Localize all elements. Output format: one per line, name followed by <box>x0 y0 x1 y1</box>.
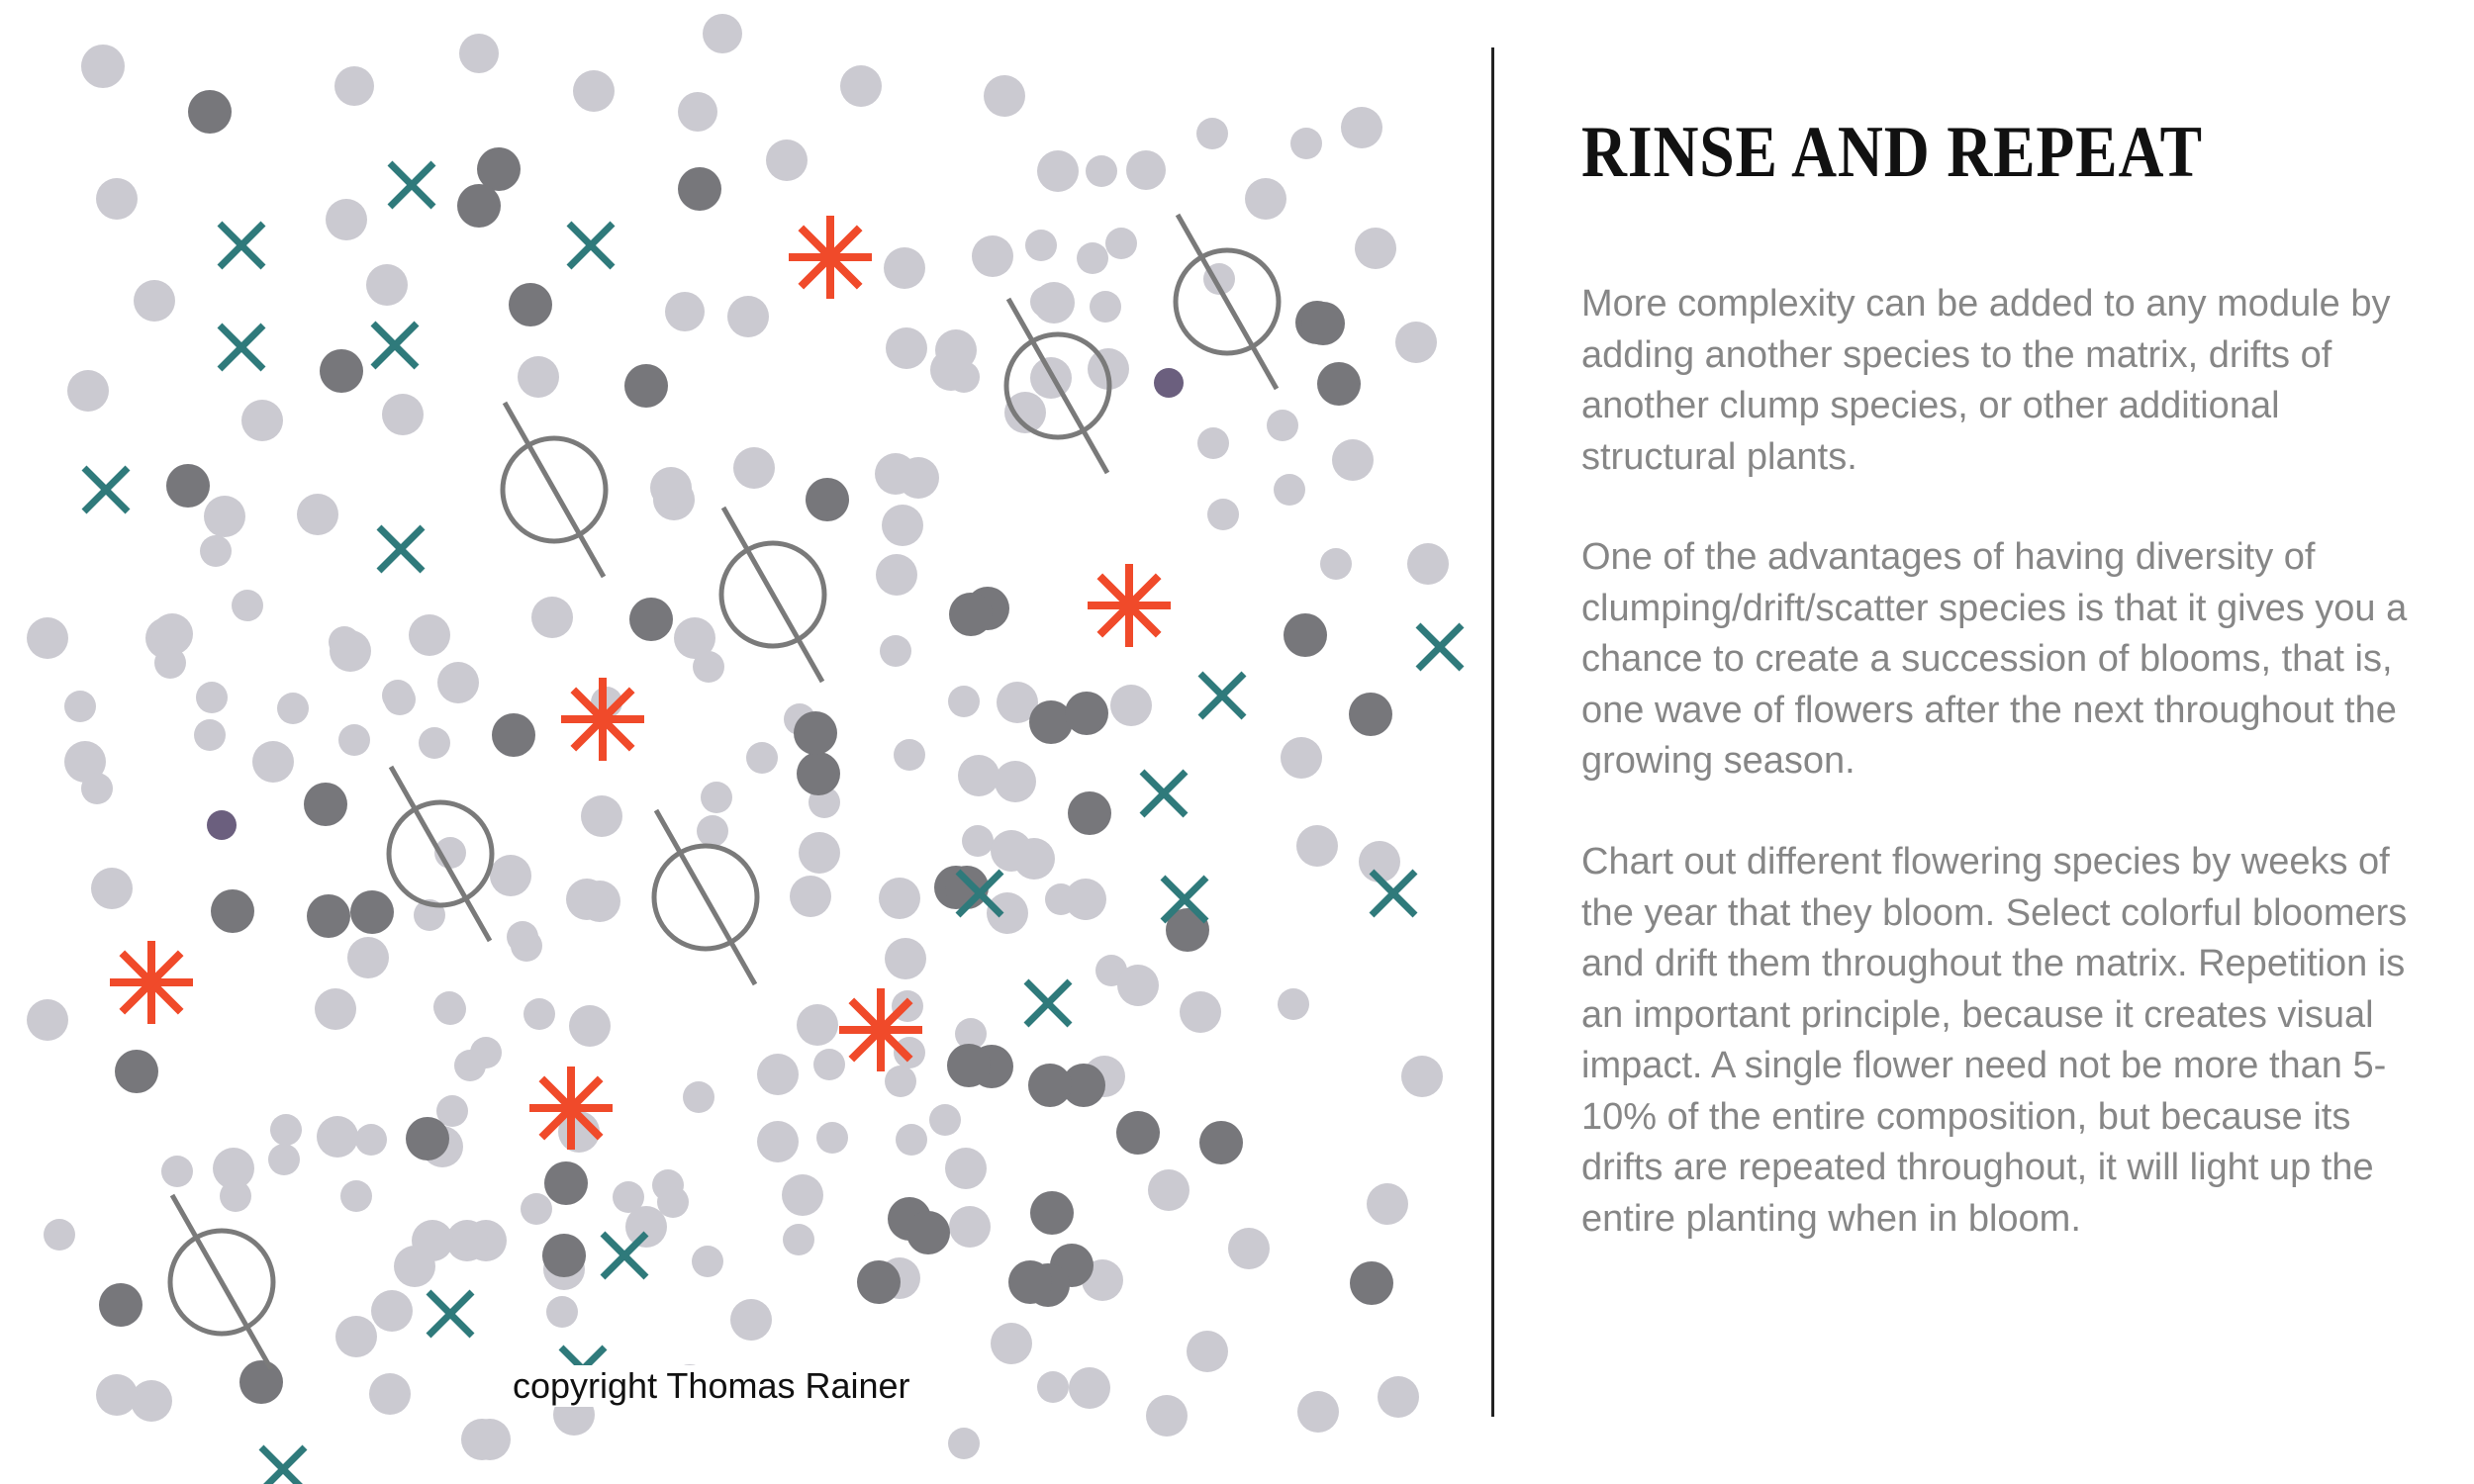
matrix-dot <box>678 92 717 132</box>
matrix-dot <box>783 1224 814 1255</box>
clump-dot <box>1116 1111 1160 1155</box>
clump-dot <box>806 478 849 521</box>
matrix-dot <box>569 1005 611 1047</box>
matrix-dot <box>1274 474 1305 506</box>
bloom-asterisk <box>789 216 872 299</box>
clump-dot <box>166 464 210 508</box>
matrix-dot <box>962 825 994 857</box>
matrix-dot <box>507 921 538 953</box>
matrix-dot <box>757 1121 799 1162</box>
matrix-dot <box>338 724 370 756</box>
drift-x-mark <box>1372 872 1415 915</box>
matrix-dot <box>1117 965 1159 1006</box>
matrix-dot <box>154 647 186 679</box>
drift-x-mark <box>220 325 263 369</box>
clump-dot <box>1008 1260 1052 1304</box>
matrix-dot <box>241 400 283 441</box>
matrix-dot <box>67 370 109 412</box>
bloom-asterisk <box>561 678 644 761</box>
matrix-dot <box>1180 991 1221 1033</box>
clump-dot <box>624 364 668 408</box>
clump-dot <box>320 349 363 393</box>
clump-dot <box>115 1050 158 1093</box>
matrix-dot <box>369 1373 411 1415</box>
drift-x-mark <box>390 163 433 207</box>
drift-x-mark <box>428 1292 472 1336</box>
matrix-dot <box>419 727 450 759</box>
matrix-dot <box>518 356 559 398</box>
clump-dot <box>1065 692 1108 735</box>
matrix-dot <box>875 453 916 495</box>
matrix-dot <box>347 937 389 978</box>
matrix-dot <box>790 876 831 917</box>
clump-dot <box>1199 1121 1243 1164</box>
clump-dot <box>1349 693 1392 736</box>
matrix-dot <box>1033 282 1075 324</box>
body-paragraph-3: Chart out different flowering species by weeks of the year that they bloom. Select colorful bloomers and drift them throughout the matrix. Repetition is an important principle, because it creates visual impact. A single flower need not be more than 5-10% of the entire composition, but because its drifts are repeated throughout, it will light up the entire planting when in bloom. <box>1581 841 2408 1240</box>
matrix-dot <box>799 832 840 874</box>
matrix-dot <box>945 1148 987 1189</box>
clump-dot <box>629 598 673 641</box>
matrix-dot <box>409 614 450 656</box>
matrix-dot <box>929 1104 961 1136</box>
matrix-dot <box>797 1004 838 1046</box>
matrix-dot <box>1395 322 1437 363</box>
matrix-dot <box>27 999 68 1041</box>
matrix-dot <box>958 755 999 796</box>
matrix-dot <box>277 693 309 724</box>
clump-dot <box>99 1283 143 1327</box>
matrix-dot <box>1126 150 1166 190</box>
bloom-asterisk <box>529 1067 613 1150</box>
matrix-dot <box>96 178 138 220</box>
matrix-dot <box>1025 230 1057 261</box>
clump-dot <box>239 1360 283 1404</box>
drift-x-mark <box>1418 625 1462 669</box>
clump-dot <box>307 894 350 938</box>
bloom-asterisk <box>839 988 922 1071</box>
matrix-dot <box>697 815 728 847</box>
matrix-dot <box>382 394 424 435</box>
clump-dot <box>1317 362 1361 406</box>
matrix-dot <box>27 617 68 659</box>
matrix-dot <box>984 75 1025 117</box>
clump-dot <box>509 283 552 326</box>
copyright-text: copyright Thomas Rainer <box>509 1365 914 1407</box>
matrix-dot <box>1320 548 1352 580</box>
matrix-dot <box>581 795 622 837</box>
matrix-dot <box>972 235 1013 277</box>
matrix-dot <box>461 1419 503 1460</box>
matrix-dot <box>1146 1395 1188 1437</box>
matrix-dot <box>1341 107 1382 148</box>
matrix-dot <box>437 662 479 703</box>
matrix-dot <box>613 1181 644 1213</box>
matrix-dot <box>948 1428 980 1459</box>
matrix-dot <box>657 1186 689 1218</box>
matrix-dot <box>64 691 96 722</box>
matrix-dot <box>459 34 499 73</box>
matrix-dot <box>1207 499 1239 530</box>
matrix-dot <box>880 635 911 667</box>
matrix-dot <box>1148 1169 1189 1211</box>
matrix-dot <box>1278 988 1309 1020</box>
matrix-dot <box>96 1374 138 1416</box>
matrix-dot <box>1297 1391 1339 1433</box>
drift-x-mark <box>603 1234 646 1277</box>
drift-x-mark <box>569 224 613 267</box>
matrix-dot <box>991 1323 1032 1364</box>
matrix-dot <box>232 590 263 621</box>
matrix-dot <box>521 1193 552 1225</box>
matrix-dot <box>1105 228 1137 259</box>
matrix-dot <box>335 1316 377 1357</box>
scatter-dot <box>1154 368 1184 398</box>
drift-x-mark <box>373 324 417 367</box>
matrix-dot <box>412 1220 453 1261</box>
matrix-dot <box>433 991 465 1023</box>
matrix-dot <box>886 327 927 369</box>
clump-dot <box>544 1161 588 1205</box>
matrix-dot <box>1245 178 1286 220</box>
structural-plant-symbol <box>503 403 606 577</box>
matrix-dot <box>885 1066 916 1097</box>
clump-dot <box>1284 613 1327 657</box>
drift-x-mark <box>1200 674 1244 717</box>
clump-dot <box>1301 302 1345 345</box>
matrix-dot <box>1228 1228 1270 1269</box>
matrix-dot <box>134 280 175 322</box>
matrix-dot <box>733 447 775 489</box>
matrix-dot <box>297 494 338 535</box>
structural-plant-symbol <box>170 1195 273 1369</box>
clump-dot <box>457 184 501 228</box>
matrix-dot <box>935 329 977 371</box>
clump-dot <box>350 890 394 934</box>
scatter-dot <box>207 810 237 840</box>
matrix-dot <box>894 739 925 771</box>
clump-dot <box>542 1234 586 1277</box>
matrix-dot <box>693 651 724 683</box>
clump-dot <box>949 593 993 636</box>
matrix-dot <box>1296 825 1338 867</box>
structural-plant-symbol <box>721 508 824 682</box>
matrix-dot <box>366 264 408 306</box>
matrix-dot <box>1196 118 1228 149</box>
matrix-dot <box>730 1299 772 1341</box>
matrix-dot <box>91 868 133 909</box>
matrix-dot <box>523 998 555 1030</box>
vertical-divider <box>1491 47 1494 1417</box>
matrix-dot <box>987 892 1028 934</box>
matrix-dot <box>1281 737 1322 779</box>
matrix-dot <box>1407 543 1449 585</box>
bloom-asterisk <box>1088 564 1171 647</box>
matrix-dot <box>816 1122 848 1154</box>
matrix-dot <box>991 830 1032 872</box>
matrix-dot <box>885 938 926 979</box>
clump-dot <box>678 167 721 211</box>
matrix-dot <box>573 70 615 112</box>
matrix-dot <box>1090 291 1121 323</box>
matrix-dot <box>268 1144 300 1175</box>
matrix-dot <box>454 1050 486 1081</box>
clump-dot <box>906 1211 950 1254</box>
matrix-dot <box>315 988 356 1030</box>
clump-dot <box>188 90 232 134</box>
matrix-dot <box>896 1124 927 1156</box>
matrix-dot <box>317 1116 358 1158</box>
matrix-dot <box>703 14 742 53</box>
matrix-dot <box>876 554 917 596</box>
structural-plant-symbol <box>1176 215 1279 389</box>
drift-x-mark <box>1026 981 1070 1025</box>
drift-x-mark <box>220 224 263 267</box>
clump-dot <box>794 711 837 755</box>
matrix-dot <box>727 296 769 337</box>
matrix-dot <box>665 292 705 331</box>
clump-dot <box>1068 791 1111 835</box>
structural-plant-symbol <box>1006 299 1109 473</box>
matrix-dot <box>813 1049 845 1080</box>
matrix-dot <box>490 855 531 896</box>
matrix-dot <box>44 1219 75 1251</box>
clump-dot <box>1350 1261 1393 1305</box>
matrix-dot <box>252 741 294 783</box>
matrix-dot <box>196 682 228 713</box>
matrix-dot <box>204 496 245 537</box>
matrix-dot <box>355 1124 387 1156</box>
matrix-dot <box>1045 883 1077 915</box>
matrix-dot <box>948 686 980 717</box>
matrix-dot <box>194 719 226 751</box>
matrix-dot <box>131 1380 172 1422</box>
matrix-dot <box>566 879 608 920</box>
clump-dot <box>477 147 521 191</box>
matrix-dot <box>340 1180 372 1212</box>
clump-dot <box>406 1117 449 1160</box>
matrix-dot <box>683 1081 714 1113</box>
matrix-dot <box>1110 685 1152 726</box>
matrix-dot <box>746 742 778 774</box>
clump-dot <box>1028 1064 1072 1107</box>
matrix-dot <box>270 1114 302 1146</box>
body-paragraph-2: One of the advantages of having diversity of clumping/drift/scatter species is that it gives you a chance to create a succession of blooms, that is, one wave of flowers after the next throughout the growing season. <box>1581 536 2408 782</box>
matrix-dot <box>692 1246 723 1277</box>
matrix-dot <box>757 1054 799 1095</box>
matrix-dot <box>1077 242 1108 274</box>
matrix-dot <box>330 630 371 672</box>
matrix-dot <box>1069 1367 1110 1409</box>
matrix-dot <box>1197 427 1229 459</box>
matrix-dot <box>782 1174 823 1216</box>
body-paragraph-1: More complexity can be added to any module by adding another species to the matrix, drifts of another clump species, or other additional structural plants. <box>1581 283 2391 478</box>
matrix-dot <box>1401 1056 1443 1097</box>
matrix-dot <box>1086 155 1117 187</box>
matrix-dot <box>161 1156 193 1187</box>
clump-dot <box>1030 1191 1074 1235</box>
matrix-dot <box>650 467 692 509</box>
matrix-dot <box>334 66 374 106</box>
matrix-dot <box>840 65 882 107</box>
matrix-dot <box>81 773 113 804</box>
page-title: RINSE AND REPEAT <box>1581 112 2203 193</box>
matrix-dot <box>220 1180 251 1212</box>
matrix-dot <box>1355 228 1396 269</box>
matrix-dot <box>1332 439 1374 481</box>
matrix-dot <box>884 247 925 289</box>
matrix-dot <box>882 505 923 546</box>
matrix-dot <box>200 535 232 567</box>
matrix-dot <box>81 45 125 88</box>
drift-x-mark <box>84 468 128 511</box>
matrix-dot <box>1037 150 1079 192</box>
clump-dot <box>304 783 347 826</box>
matrix-dot <box>701 782 732 813</box>
bloom-asterisk <box>110 941 193 1024</box>
clump-dot <box>492 713 535 757</box>
clump-dot <box>797 752 840 795</box>
matrix-dot <box>371 1290 413 1332</box>
matrix-dot <box>949 1206 991 1248</box>
matrix-dot <box>1037 1371 1069 1403</box>
matrix-dot <box>1378 1376 1419 1418</box>
matrix-dot <box>1290 128 1322 159</box>
clump-dot <box>211 889 254 933</box>
drift-x-mark <box>1142 772 1186 815</box>
clump-dot <box>947 1044 991 1087</box>
matrix-dot <box>995 761 1036 802</box>
matrix-dot <box>546 1296 578 1328</box>
matrix-dot <box>384 684 416 715</box>
matrix-dot <box>1267 410 1298 441</box>
matrix-dot <box>766 139 808 181</box>
matrix-dot <box>326 199 367 240</box>
clump-dot <box>857 1260 901 1304</box>
matrix-dot <box>531 597 573 638</box>
drift-x-mark <box>379 527 423 571</box>
drift-x-mark <box>261 1447 305 1484</box>
matrix-dot <box>1187 1331 1228 1372</box>
matrix-dot <box>1367 1183 1408 1225</box>
matrix-dot <box>879 878 920 919</box>
